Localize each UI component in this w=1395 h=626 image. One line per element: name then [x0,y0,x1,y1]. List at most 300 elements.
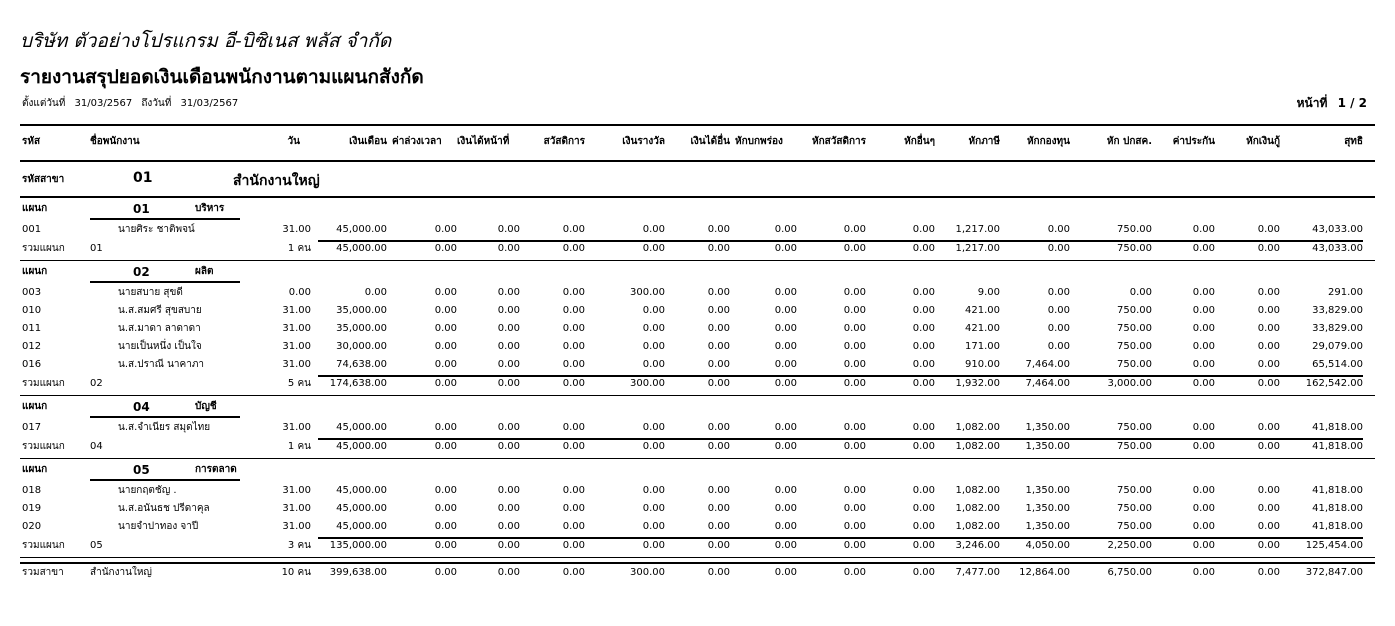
cell-value: 0.00 [562,422,585,433]
cell-value: 0.00 [434,224,457,235]
column-header: หักสวัสดิการ [811,136,866,147]
branch-total-value: 0.00 [1192,567,1215,578]
cell-value: 0.00 [1047,323,1070,334]
company-name: บริษัท ตัวอย่างโปรแกรม อี-บิซิเนส พลัส จำกัด [20,30,392,52]
cell-value: 0.00 [434,341,457,352]
cell-value: 0.00 [1192,305,1215,316]
branch-total-value: 0.00 [843,567,866,578]
total-value: 3,246.00 [955,540,1000,551]
cell-value: 0.00 [562,305,585,316]
cell-value: 0.00 [1192,503,1215,514]
department-total-code: 01 [90,243,103,254]
cell-value: 0.00 [912,224,935,235]
total-value: 0.00 [912,441,935,452]
department-total-row [0,375,1395,393]
cell-value: 0.00 [912,359,935,370]
total-value: 1 คน [287,441,311,452]
cell-value: 41,818.00 [1312,485,1363,496]
department-label: แผนก [22,401,48,412]
cell-value: 31.00 [282,485,311,496]
cell-value: 0.00 [1192,341,1215,352]
cell-value: 0.00 [497,485,520,496]
total-value: 162,542.00 [1305,378,1363,389]
total-value: 0.00 [434,378,457,389]
branch-total-value: 0.00 [562,567,585,578]
branch-total-value: 7,477.00 [955,567,1000,578]
total-value: 0.00 [562,441,585,452]
total-value: 0.00 [562,243,585,254]
department-total-code: 04 [90,441,103,452]
cell-value: 750.00 [1117,485,1152,496]
cell-value: 0.00 [642,224,665,235]
cell-value: 0.00 [562,485,585,496]
total-value: 0.00 [912,243,935,254]
cell-value: 0.00 [1257,323,1280,334]
cell-value: 0.00 [843,287,866,298]
cell-value: 31.00 [282,224,311,235]
department-label: แผนก [22,464,48,475]
table-row [0,284,1395,302]
table-row [0,302,1395,320]
department-label: แผนก [22,266,48,277]
cell-value: 0.00 [843,359,866,370]
cell-value: 0.00 [774,224,797,235]
cell-value: 0.00 [707,341,730,352]
cell-value: 0.00 [1257,359,1280,370]
table-row [0,518,1395,536]
cell-value: 35,000.00 [336,323,387,334]
total-value: 1,350.00 [1025,441,1070,452]
total-value: 4,050.00 [1025,540,1070,551]
cell-value: 0.00 [1257,224,1280,235]
department-total-label: รวมแผนก [22,441,65,452]
cell-value: 0.00 [562,323,585,334]
cell-value: 0.00 [562,341,585,352]
branch-total-name: สำนักงานใหญ่ [90,567,152,578]
total-value: 0.00 [434,243,457,254]
cell-value: 31.00 [282,503,311,514]
cell-value: 0.00 [1192,521,1215,532]
cell-value: 41,818.00 [1312,422,1363,433]
cell-value: 0.00 [774,323,797,334]
cell-value: 0.00 [434,485,457,496]
cell-value: 421.00 [965,323,1000,334]
total-value: 0.00 [497,441,520,452]
cell-value: 31.00 [282,359,311,370]
total-value: 125,454.00 [1305,540,1363,551]
column-header: เงินได้หน้าที่ [457,136,510,147]
total-value: 2,250.00 [1107,540,1152,551]
column-header: หักอื่นๆ [904,136,935,147]
department-code: 04 [133,400,150,414]
cell-value: 291.00 [1328,287,1363,298]
total-value: 45,000.00 [336,243,387,254]
column-header: รหัส [22,136,41,147]
cell-value: 0.00 [707,224,730,235]
cell-value: 0.00 [562,521,585,532]
cell-value: 1,350.00 [1025,485,1070,496]
total-value: 135,000.00 [329,540,387,551]
cell-value: 0.00 [843,341,866,352]
cell-value: 0.00 [1192,359,1215,370]
employee-name: น.ส.จำเนียร สมุดไทย [118,422,211,433]
total-value: 1 คน [287,243,311,254]
cell-value: 0.00 [843,503,866,514]
cell-value: 0.00 [434,359,457,370]
total-value: 0.00 [562,378,585,389]
total-value: 7,464.00 [1025,378,1070,389]
department-underline [90,416,240,418]
cell-value: 0.00 [1192,485,1215,496]
branch-total-value: 0.00 [912,567,935,578]
department-total-label: รวมแผนก [22,540,65,551]
total-value: 0.00 [843,378,866,389]
cell-value: 33,829.00 [1312,323,1363,334]
cell-value: 31.00 [282,521,311,532]
total-value: 0.00 [434,540,457,551]
date-from: 31/03/2567 [74,98,133,109]
employee-code: 019 [22,503,42,514]
cell-value: 0.00 [774,485,797,496]
employee-code: 010 [22,305,42,316]
branch-label: รหัสสาขา [22,174,65,185]
total-value: 300.00 [630,378,665,389]
department-name: ผลิต [195,266,214,277]
cell-value: 0.00 [1257,287,1280,298]
column-header: เงินได้อื่น [690,136,730,147]
cell-value: 1,082.00 [955,503,1000,514]
cell-value: 0.00 [364,287,387,298]
total-value: 0.00 [642,441,665,452]
cell-value: 45,000.00 [336,503,387,514]
cell-value: 0.00 [843,224,866,235]
page-value: 1 / 2 [1337,96,1367,110]
branch-total-value: 0.00 [434,567,457,578]
cell-value: 35,000.00 [336,305,387,316]
cell-value: 0.00 [1192,224,1215,235]
cell-value: 0.00 [1192,323,1215,334]
total-value: 1,932.00 [955,378,1000,389]
cell-value: 9.00 [977,287,1000,298]
cell-value: 0.00 [562,503,585,514]
cell-value: 0.00 [912,422,935,433]
department-total-row [0,438,1395,456]
department-name: บัญชี [195,401,217,412]
cell-value: 0.00 [912,503,935,514]
cell-value: 0.00 [642,485,665,496]
department-header [0,263,1395,281]
cell-value: 0.00 [642,341,665,352]
cell-value: 750.00 [1117,359,1152,370]
total-value: 3 คน [287,540,311,551]
cell-value: 0.00 [642,305,665,316]
department-header [0,398,1395,416]
cell-value: 0.00 [707,359,730,370]
cell-value: 0.00 [774,503,797,514]
cell-value: 74,638.00 [336,359,387,370]
employee-name: น.ส.มาดา ลาดาดา [118,323,201,334]
cell-value: 0.00 [1257,503,1280,514]
cell-value: 0.00 [1257,485,1280,496]
cell-value: 0.00 [843,305,866,316]
header-top-rule [20,124,1375,126]
table-row [0,338,1395,356]
cell-value: 0.00 [774,341,797,352]
total-value: 0.00 [1192,378,1215,389]
cell-value: 0.00 [1129,287,1152,298]
column-header: เงินเดือน [349,136,387,147]
cell-value: 421.00 [965,305,1000,316]
employee-code: 016 [22,359,42,370]
cell-value: 0.00 [497,323,520,334]
department-total-code: 05 [90,540,103,551]
cell-value: 0.00 [497,341,520,352]
cell-value: 41,818.00 [1312,503,1363,514]
cell-value: 0.00 [434,422,457,433]
department-underline [90,281,240,283]
report-title: รายงานสรุปยอดเงินเดือนพนักงานตามแผนกสังกัด [20,66,424,88]
total-value: 0.00 [1257,540,1280,551]
department-separator [20,458,1375,459]
total-value: 1,217.00 [955,243,1000,254]
date-from-label: ตั้งแต่วันที่ [22,98,66,109]
total-value: 0.00 [707,243,730,254]
cell-value: 0.00 [1047,287,1070,298]
total-value: 174,638.00 [329,378,387,389]
total-value: 0.00 [562,540,585,551]
department-total-label: รวมแผนก [22,243,65,254]
cell-value: 43,033.00 [1312,224,1363,235]
branch-total-value: 399,638.00 [329,567,387,578]
cell-value: 0.00 [497,359,520,370]
cell-value: 0.00 [562,287,585,298]
employee-code: 017 [22,422,42,433]
cell-value: 0.00 [707,305,730,316]
cell-value: 0.00 [843,521,866,532]
cell-value: 1,082.00 [955,521,1000,532]
total-value: 0.00 [707,378,730,389]
cell-value: 750.00 [1117,224,1152,235]
header-bottom-rule [20,160,1375,162]
branch-name: สำนักงานใหญ่ [233,173,320,189]
cell-value: 750.00 [1117,503,1152,514]
department-name: บริหาร [195,203,225,214]
department-header [0,200,1395,218]
cell-value: 0.00 [707,422,730,433]
column-header: หักเงินกู้ [1246,136,1280,147]
cell-value: 0.00 [1047,305,1070,316]
employee-code: 001 [22,224,42,235]
employee-code: 012 [22,341,42,352]
cell-value: 0.00 [497,503,520,514]
department-header [0,461,1395,479]
total-value: 41,818.00 [1312,441,1363,452]
cell-value: 30,000.00 [336,341,387,352]
cell-value: 0.00 [562,224,585,235]
branch-total-value: 0.00 [497,567,520,578]
branch-code: 01 [133,170,153,186]
total-value: 0.00 [912,540,935,551]
date-range [22,96,244,111]
page-label: หน้าที่ [1296,96,1328,110]
department-total-code: 02 [90,378,103,389]
employee-code: 018 [22,485,42,496]
cell-value: 0.00 [288,287,311,298]
department-code: 02 [133,265,150,279]
cell-value: 750.00 [1117,305,1152,316]
cell-value: 0.00 [497,521,520,532]
department-code: 01 [133,202,150,216]
cell-value: 0.00 [843,323,866,334]
employee-name: น.ส.สมศรี สุขสบาย [118,305,202,316]
department-total-label: รวมแผนก [22,378,65,389]
total-value: 5 คน [287,378,311,389]
branch-total-value: 10 คน [281,567,311,578]
total-value: 0.00 [1192,441,1215,452]
cell-value: 0.00 [1257,341,1280,352]
department-underline [90,479,240,481]
column-header: หักบกพร่อง [735,136,783,147]
cell-value: 0.00 [843,422,866,433]
employee-name: นายเป็นหนึ่ง เป็นใจ [118,341,202,352]
cell-value: 1,082.00 [955,422,1000,433]
column-header: หักกองทุน [1026,136,1070,147]
cell-value: 0.00 [707,287,730,298]
cell-value: 45,000.00 [336,485,387,496]
total-value: 0.00 [843,441,866,452]
total-value: 0.00 [707,540,730,551]
table-row [0,500,1395,518]
cell-value: 0.00 [434,305,457,316]
total-value: 0.00 [843,540,866,551]
table-row [0,419,1395,437]
column-header: สุทธิ [1344,136,1363,147]
cell-value: 0.00 [774,422,797,433]
branch-total-value: 372,847.00 [1305,567,1363,578]
column-header: ค่าล่วงเวลา [392,136,442,147]
department-total-row [0,537,1395,555]
cell-value: 31.00 [282,422,311,433]
employee-name: น.ส.อนันธช ปรีดาคุล [118,503,210,514]
department-separator [20,395,1375,396]
cell-value: 31.00 [282,305,311,316]
cell-value: 1,350.00 [1025,521,1070,532]
total-value: 0.00 [1192,243,1215,254]
column-header: ชื่อพนักงาน [90,136,140,147]
cell-value: 45,000.00 [336,422,387,433]
cell-value: 0.00 [774,521,797,532]
branch-total-value: 12,864.00 [1019,567,1070,578]
cell-value: 1,217.00 [955,224,1000,235]
total-value: 0.00 [642,243,665,254]
cell-value: 0.00 [774,287,797,298]
cell-value: 0.00 [707,485,730,496]
total-value: 0.00 [1047,243,1070,254]
branch-rule [20,196,1375,198]
total-value: 0.00 [774,378,797,389]
cell-value: 0.00 [912,305,935,316]
cell-value: 0.00 [707,503,730,514]
cell-value: 0.00 [774,359,797,370]
cell-value: 29,079.00 [1312,341,1363,352]
total-value: 0.00 [497,378,520,389]
total-value: 750.00 [1117,243,1152,254]
cell-value: 0.00 [642,521,665,532]
cell-value: 750.00 [1117,341,1152,352]
cell-value: 33,829.00 [1312,305,1363,316]
cell-value: 0.00 [642,422,665,433]
column-header: วัน [287,136,300,147]
cell-value: 0.00 [843,485,866,496]
cell-value: 0.00 [1257,305,1280,316]
employee-name: นายสบาย สุขดี [118,287,183,298]
branch-total-label: รวมสาขา [22,567,64,578]
cell-value: 45,000.00 [336,521,387,532]
cell-value: 41,818.00 [1312,521,1363,532]
department-separator [20,260,1375,261]
total-value: 0.00 [1192,540,1215,551]
branch-total-value: 6,750.00 [1107,567,1152,578]
department-code: 05 [133,463,150,477]
cell-value: 300.00 [630,287,665,298]
cell-value: 1,350.00 [1025,422,1070,433]
cell-value: 45,000.00 [336,224,387,235]
cell-value: 0.00 [642,359,665,370]
cell-value: 0.00 [1047,341,1070,352]
department-name: การตลาด [195,464,237,475]
date-to: 31/03/2567 [180,98,239,109]
table-row [0,482,1395,500]
total-value: 0.00 [497,540,520,551]
branch-total-row [0,564,1395,582]
employee-code: 011 [22,323,42,334]
total-value: 3,000.00 [1107,378,1152,389]
employee-name: น.ส.ปราณี นาคาภา [118,359,205,370]
total-value: 0.00 [774,441,797,452]
total-value: 0.00 [843,243,866,254]
cell-value: 0.00 [434,521,457,532]
employee-code: 020 [22,521,42,532]
total-value: 0.00 [1257,243,1280,254]
cell-value: 0.00 [562,359,585,370]
cell-value: 0.00 [774,305,797,316]
cell-value: 750.00 [1117,521,1152,532]
column-header: หัก ปกสค. [1106,136,1152,147]
cell-value: 0.00 [912,521,935,532]
table-row [0,356,1395,374]
cell-value: 0.00 [497,305,520,316]
total-value: 0.00 [1257,378,1280,389]
total-value: 43,033.00 [1312,243,1363,254]
cell-value: 171.00 [965,341,1000,352]
cell-value: 31.00 [282,323,311,334]
total-value: 0.00 [912,378,935,389]
cell-value: 31.00 [282,341,311,352]
cell-value: 750.00 [1117,422,1152,433]
branch-total-value: 300.00 [630,567,665,578]
total-value: 0.00 [1257,441,1280,452]
total-value: 0.00 [642,540,665,551]
column-header: สวัสดิการ [543,136,585,147]
cell-value: 0.00 [1257,422,1280,433]
cell-value: 0.00 [642,323,665,334]
total-value: 1,082.00 [955,441,1000,452]
cell-value: 0.00 [497,287,520,298]
total-value: 0.00 [707,441,730,452]
employee-name: นายจำปาทอง จาปี [118,521,199,532]
department-underline [90,218,240,220]
department-separator [20,557,1375,558]
